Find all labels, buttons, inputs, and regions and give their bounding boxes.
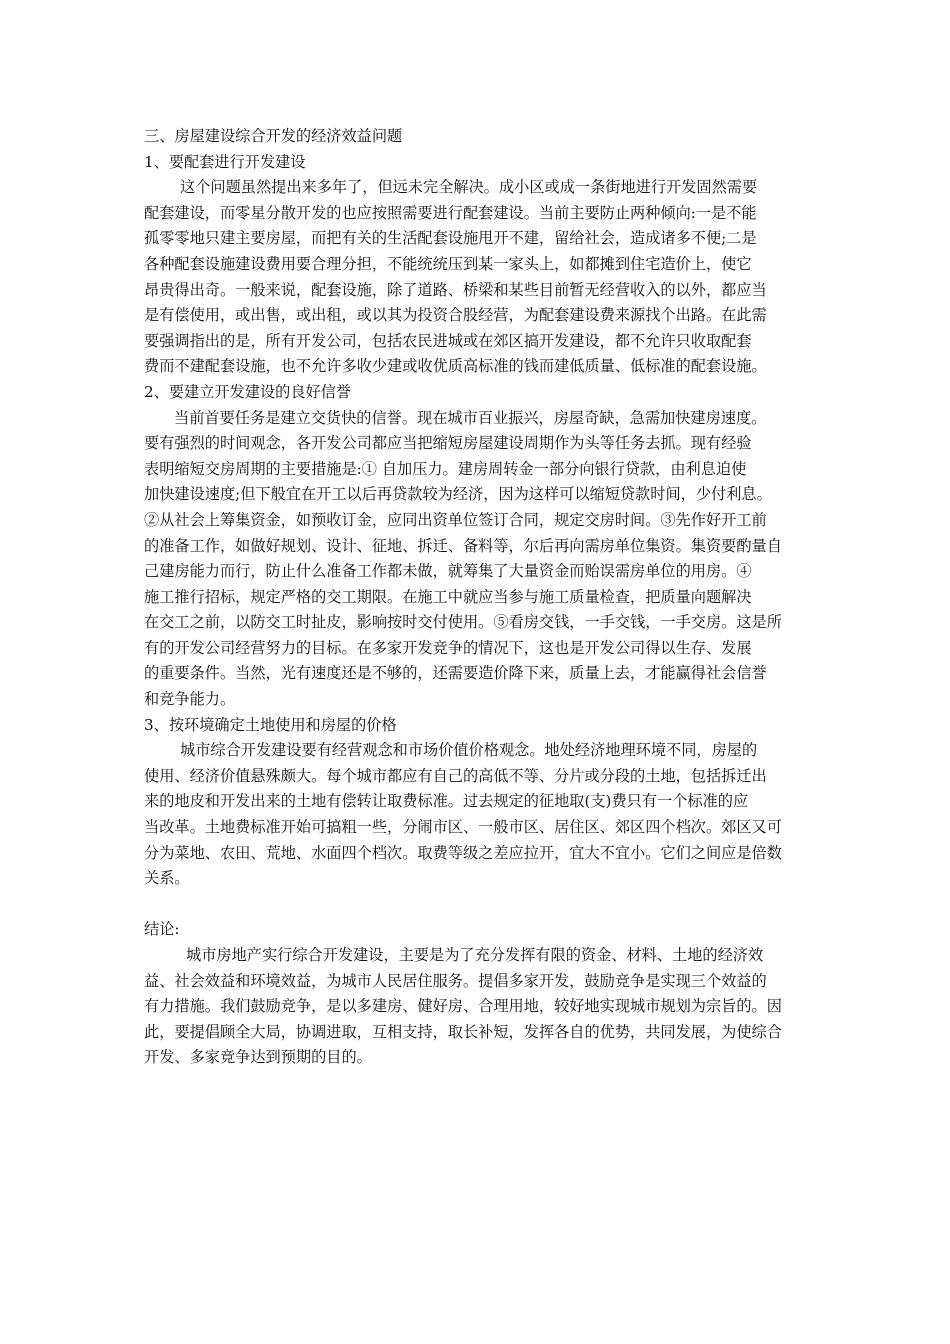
paragraph-line: 配套建设，而零星分散开发的也应按照需要进行配套建设。当前主要防止两种倾向:一是不能 [144,203,757,222]
paragraph-line: 费而不建配套设施，也不允许多收少建或收优质高标准的钱而建低质量、低标准的配套设施。 [144,357,767,376]
section-title: 三、房屋建设综合开发的经济效益问题 [144,127,403,145]
paragraph-line: 加快建设速度;但下般宜在开工以后再贷款较为经济，因为这样可以缩短贷款时间，少付利息。 [144,485,772,504]
paragraph-line: 孤零零地只建主要房屋，而把有关的生活配套设施甩开不建，留给社会，造成诸多不便;二是 [144,229,757,248]
paragraph-line: 分为菜地、农田、荒地、水面四个档次。取费等级之差应拉开，宜大不宜小。它们之间应是倍数 [144,843,782,862]
paragraph-line: 来的地皮和开发出来的土地有偿转让取费标准。过去规定的征地取(支)费只有一个标准的应 [144,792,749,811]
blank-line [144,892,824,918]
paragraph-line: 要强调指出的是，所有开发公司，包括农民进城或在郊区搞开发建设，都不允许只收取配套 [144,331,752,350]
subsection-3-heading: 3、按环境确定土地使用和房屋的价格 [144,715,397,734]
paragraph-line: 当改革。土地费标准开始可搞粗一些，分闹市区、一般市区、居住区、郊区四个档次。郊区又可 [144,818,782,837]
paragraph-line: 城市房地产实行综合开发建设，主要是为了充分发挥有限的资金、材料、土地的经济效 [186,946,764,964]
paragraph-line: 表明缩短交房周期的主要措施是:① 自加压力。建房周转金一部分向银行贷款，由利息迫使 [144,459,747,478]
paragraph-line: 城市综合开发建设要有经营观念和市场价值价格观念。地处经济地理环境不同，房屋的 [180,741,758,760]
paragraph-line: 己建房能力而行，防止什么准备工作都未做，就筹集了大量资金而贻误需房单位的用房。④ [144,562,752,581]
paragraph-line: 和竞争能力。 [144,690,236,709]
paragraph-line: 这个问题虽然提出来多年了，但远未完全解决。成小区或成一条街地进行开发固然需要 [180,178,758,197]
paragraph-line: 关系。 [144,869,190,888]
subsection-2-heading: 2、要建立开发建设的良好信誉 [144,382,352,401]
paragraph-line: 是有偿使用，或出售，或出租，或以其为投资合股经营，为配套建设费来源找个出路。在此需 [144,306,767,325]
paragraph-line: 昂贵得出奇。一般来说，配套设施，除了道路、桥梁和某些目前暂无经营收入的以外，都应当 [144,280,767,299]
paragraph-line: 益、社会效益和环境效益，为城市人民居住服务。提倡多家开发，鼓励竞争是实现三个效益的 [144,971,767,990]
paragraph-line: 的重要条件。当然，光有速度还是不够的，还需要造价降下来，质量上去，才能赢得社会信誉 [144,664,767,683]
paragraph-line: 当前首要任务是建立交货快的信誉。现在城市百业振兴，房屋奇缺，急需加快建房速度。 [174,408,767,427]
paragraph-line: 的准备工作，如做好规划、设计、征地、拆迁、备料等，尔后再向需房单位集资。集资要酌量自 [144,536,782,555]
subsection-1-heading: 1、要配套进行开发建设 [144,152,306,171]
paragraph-line: 各种配套设施建设费用要合理分担，不能统统压到某一家头上，如都摊到住宅造价上，使它 [144,254,752,273]
paragraph-line: 使用、经济价值悬殊颇大。每个城市都应有自己的高低不等、分片或分段的土地，包括拆迁出 [144,766,767,785]
paragraph-line: 在交工之前，以防交工时扯皮，影响按时交付使用。⑤看房交钱，一手交钱，一手交房。这是所 [144,613,782,632]
paragraph-line: 要有强烈的时间观念，各开发公司都应当把缩短房屋建设周期作为头等任务去抓。现有经验 [144,434,752,453]
paragraph-line: 施工推行招标，规定严格的交工期限。在施工中就应当参与施工质量检查，把质量向题解决 [144,587,752,606]
paragraph-line: 有的开发公司经营努力的目标。在多家开发竞争的情况下，这也是开发公司得以生存、发展 [144,638,752,657]
paragraph-line: 有力措施。我们鼓励竞争，是以多建房、健好房、合理用地，较好地实现城市规划为宗旨的。因 [144,997,782,1016]
paragraph-line: 开发、多家竞争达到预期的目的。 [144,1048,372,1067]
paragraph-line: ②从社会上筹集资金，如预收订金，应同出资单位签订合同，规定交房时间。③先作好开工前 [144,510,767,529]
document-body [144,124,824,1071]
conclusion-heading: 结论: [144,920,180,939]
paragraph-line: 此，要提倡顾全大局，协调进取，互相支持，取长补短，发挥各自的优势，共同发展，为使综合 [144,1022,782,1041]
